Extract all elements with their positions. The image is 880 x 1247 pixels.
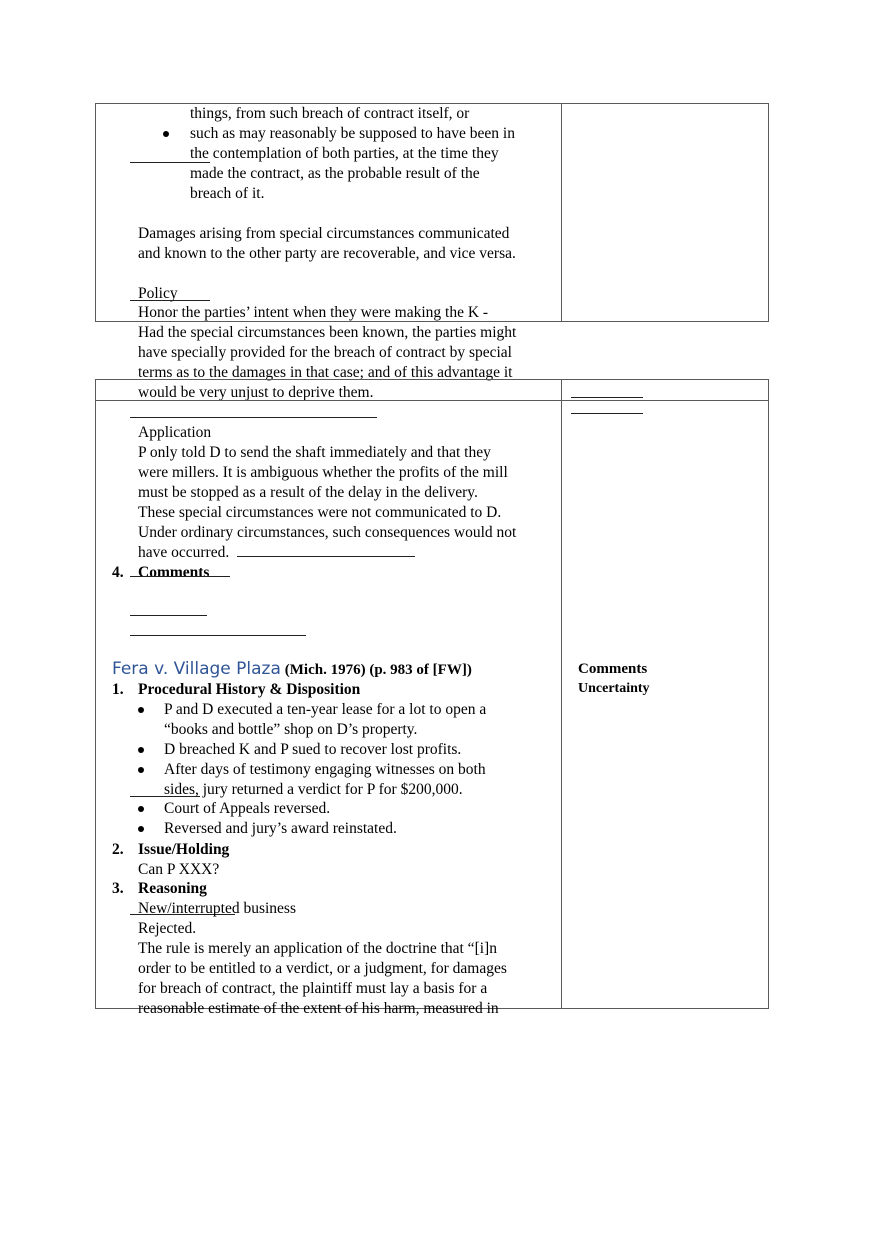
section-1-number: 1. xyxy=(112,681,124,698)
side-rule xyxy=(571,397,643,398)
rule-line-3: the contemplation of both parties, at the time they xyxy=(190,145,499,162)
underline-rule xyxy=(130,796,200,797)
rule-line-1: things, from such breach of contract itself, or xyxy=(190,105,470,122)
bullet-icon xyxy=(138,826,144,832)
underline-rule xyxy=(237,556,415,557)
bullet-icon xyxy=(138,767,144,773)
bullet-icon xyxy=(138,707,144,713)
policy-line-1: Honor the parties’ intent when they were making the K - xyxy=(138,304,489,321)
section-1-heading: Procedural History & Disposition xyxy=(138,681,361,698)
side-rule xyxy=(571,413,643,414)
table-block-2-header-rule xyxy=(95,400,769,401)
underline-rule xyxy=(130,576,230,577)
comments-heading: Comments xyxy=(138,564,210,581)
history-bullet-3-line-2: sides, jury returned a verdict for P for $200,000. xyxy=(164,781,463,798)
underline-rule xyxy=(130,417,377,418)
application-line-1: P only told D to send the shaft immediately and that they xyxy=(138,444,491,461)
underline-rule xyxy=(130,615,207,616)
application-heading: Application xyxy=(138,424,212,441)
reasoning-line-5: for breach of contract, the plaintiff must lay a basis for a xyxy=(138,980,488,997)
section-2-heading: Issue/Holding xyxy=(138,841,230,858)
side-comments-label: Comments xyxy=(578,661,648,677)
history-bullet-1-line-2: “books and bottle” shop on D’s property. xyxy=(164,721,418,738)
reasoning-line-1: New/interrupted business xyxy=(138,900,296,917)
table-block-2-column-divider xyxy=(561,379,562,1009)
case-citation: (Mich. 1976) (p. 983 of [FW]) xyxy=(284,662,472,678)
application-line-3: must be stopped as a result of the delay in the delivery. xyxy=(138,484,478,501)
case-name: Fera v. Village Plaza xyxy=(112,659,281,679)
policy-heading: Policy xyxy=(138,285,178,302)
application-line-4: These special circumstances were not communicated to D. xyxy=(138,504,502,521)
bullet-icon xyxy=(163,131,169,137)
case-heading xyxy=(112,659,472,680)
rule-line-5: breach of it. xyxy=(190,185,265,202)
policy-line-5: would be very unjust to deprive them. xyxy=(138,384,374,401)
reasoning-line-6: reasonable estimate of the extent of his harm, measured in xyxy=(138,1000,499,1017)
underline-rule xyxy=(130,635,306,636)
history-bullet-2: D breached K and P sued to recover lost profits. xyxy=(164,741,462,758)
special-damages-line-1: Damages arising from special circumstances communicated xyxy=(138,225,510,242)
policy-line-3: have specially provided for the breach of contract by special xyxy=(138,344,512,361)
history-bullet-3-line-1: After days of testimony engaging witnesses on both xyxy=(164,761,486,778)
reasoning-line-4: order to be entitled to a verdict, or a judgment, for damages xyxy=(138,960,507,977)
application-line-5: Under ordinary circumstances, such consequences would not xyxy=(138,524,517,541)
reasoning-line-3: The rule is merely an application of the doctrine that “[i]n xyxy=(138,940,497,957)
table-block-1-column-divider xyxy=(561,103,562,322)
underline-rule xyxy=(130,300,210,301)
side-uncertainty-label: Uncertainty xyxy=(578,681,650,696)
history-bullet-4: Court of Appeals reversed. xyxy=(164,800,331,817)
bullet-icon xyxy=(138,747,144,753)
reasoning-line-2: Rejected. xyxy=(138,920,197,937)
application-line-6: have occurred. xyxy=(138,544,230,561)
issue-text: Can P XXX? xyxy=(138,861,220,878)
bullet-icon xyxy=(138,806,144,812)
rule-line-4: made the contract, as the probable result of the xyxy=(190,165,480,182)
rule-line-2: such as may reasonably be supposed to have been in xyxy=(190,125,515,142)
special-damages-line-2: and known to the other party are recoverable, and vice versa. xyxy=(138,245,516,262)
section-3-number: 3. xyxy=(112,880,124,897)
policy-line-2: Had the special circumstances been known, the parties might xyxy=(138,324,517,341)
history-bullet-1-line-1: P and D executed a ten-year lease for a lot to open a xyxy=(164,701,487,718)
application-line-2: were millers. It is ambiguous whether the profits of the mill xyxy=(138,464,508,481)
comments-number: 4. xyxy=(112,564,124,581)
section-3-heading: Reasoning xyxy=(138,880,207,897)
policy-line-4: terms as to the damages in that case; and of this advantage it xyxy=(138,364,513,381)
history-bullet-5: Reversed and jury’s award reinstated. xyxy=(164,820,397,837)
section-2-number: 2. xyxy=(112,841,124,858)
